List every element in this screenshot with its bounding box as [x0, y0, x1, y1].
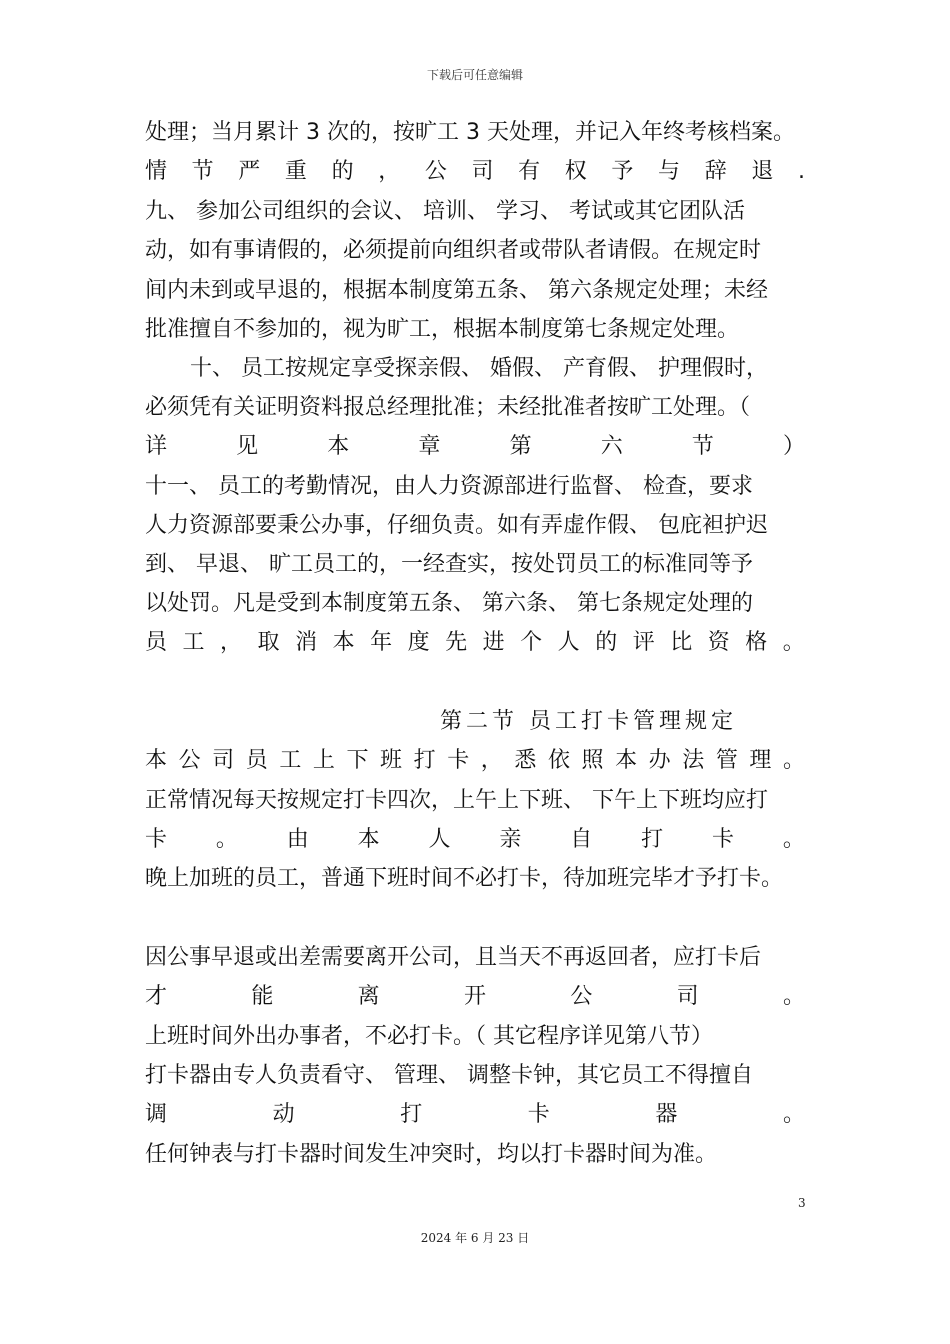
- line-char: 班: [380, 748, 403, 773]
- section_lines-line: [145, 746, 805, 776]
- line-char: 与: [658, 159, 681, 184]
- line-char: 退: [751, 159, 774, 184]
- line-char: 工: [182, 630, 205, 655]
- lines-line: 处理；当月累计 3 次的，按旷工 3 天处理，并记入年终考核档案。: [145, 120, 795, 145]
- line-char: 节: [191, 159, 214, 184]
- line-char: 。: [215, 827, 238, 852]
- line-char: 详: [145, 434, 168, 459]
- line-char: 开: [463, 984, 486, 1009]
- line-char: 管: [715, 748, 738, 773]
- line-char: 器: [655, 1102, 678, 1127]
- lines-line: 以处罚。凡是受到本制度第五条、 第六条、 第七条规定处理的: [145, 591, 753, 616]
- line-char: 。: [782, 827, 805, 852]
- line-char: 的: [331, 159, 354, 184]
- lines-line: 十一、 员工的考勤情况，由人力资源部进行监督、 检查，要求: [145, 474, 753, 499]
- section_lines-line: 上班时间外出办事者，不必打卡。（ 其它程序详见第八节）: [145, 1024, 713, 1049]
- lines-line: 九、 参加公司组织的会议、 培训、 学习、 考试或其它团队活: [145, 199, 745, 224]
- line-char: 度: [407, 630, 430, 655]
- line-char: 打: [400, 1102, 423, 1127]
- line-char: 卡: [527, 1102, 550, 1127]
- section_lines-line: 打卡器由专人负责看守、 管理、 调整卡钟，其它员工不得擅自: [145, 1063, 753, 1088]
- line-char: 打: [413, 748, 436, 773]
- line-char: 。: [782, 1102, 805, 1127]
- section_lines-line: 因公事早退或出差需要离开公司，且当天不再返回者，应打卡后: [145, 945, 762, 970]
- line-char: 先: [445, 630, 468, 655]
- line-char: 公: [424, 159, 447, 184]
- line-char: ，: [378, 159, 401, 184]
- line-char: 上: [312, 748, 335, 773]
- line-char: 格: [745, 630, 768, 655]
- line-char: 卡: [145, 827, 168, 852]
- line-char: 辞: [704, 159, 727, 184]
- line-char: 资: [707, 630, 730, 655]
- line-char: 本: [615, 748, 638, 773]
- line-char: 年: [370, 630, 393, 655]
- section_lines-line: [145, 982, 805, 1012]
- line-char: 法: [682, 748, 705, 773]
- line-char: 自: [570, 827, 593, 852]
- header-note: 下载后可任意编辑: [426, 68, 523, 82]
- line-char: 员: [145, 630, 168, 655]
- line-char: 能: [251, 984, 274, 1009]
- line-char: 才: [145, 984, 168, 1009]
- section_lines-line: [145, 1100, 805, 1130]
- line-char: 消: [295, 630, 318, 655]
- line-char: 卡: [447, 748, 470, 773]
- line-char: ）: [782, 434, 805, 459]
- line-char: 取: [257, 630, 280, 655]
- line-char: 卡: [712, 827, 735, 852]
- line-char: 本: [327, 434, 350, 459]
- lines-line: 动，如有事请假的，必须提前向组织者或带队者请假。在规定时: [145, 238, 762, 263]
- line-char: 第: [509, 434, 532, 459]
- lines-line: 十、 员工按规定享受探亲假、 婚假、 产育假、 护理假时，: [190, 356, 768, 381]
- line-char: .: [797, 159, 805, 184]
- lines-line: 到、 早退、 旷工员工的，一经查实，按处罚员工的标准同等予: [145, 552, 753, 577]
- line-char: 本: [357, 827, 380, 852]
- line-char: 离: [357, 984, 380, 1009]
- line-char: 司: [471, 159, 494, 184]
- line-char: 本: [145, 748, 168, 773]
- line-char: 情: [145, 159, 168, 184]
- line-char: 见: [236, 434, 259, 459]
- line-char: 。: [782, 630, 805, 655]
- line-char: 人: [557, 630, 580, 655]
- page-number: 3: [798, 1196, 806, 1210]
- line-char: 人: [428, 827, 451, 852]
- line-char: 工: [279, 748, 302, 773]
- line-char: 六: [600, 434, 623, 459]
- lines-line: [145, 628, 805, 658]
- line-char: 予: [611, 159, 634, 184]
- line-char: 照: [581, 748, 604, 773]
- line-char: 权: [564, 159, 587, 184]
- line-char: 亲: [499, 827, 522, 852]
- section_lines-line: [145, 825, 805, 855]
- line-char: 。: [782, 748, 805, 773]
- line-char: 依: [547, 748, 570, 773]
- lines-line: 必须凭有关证明资料报总经理批准；未经批准者按旷工处理。（: [145, 395, 751, 420]
- section_lines-line: 晚上加班的员工，普通下班时间不必打卡，待加班完毕才予打卡。: [145, 866, 784, 891]
- line-char: 重: [284, 159, 307, 184]
- section_lines-line: 任何钟表与打卡器时间发生冲突时，均以打卡器时间为准。: [145, 1142, 718, 1167]
- footer-date: 2024 年 6 月 23 日: [420, 1231, 530, 1245]
- line-char: 公: [178, 748, 201, 773]
- line-char: 员: [245, 748, 268, 773]
- line-char: 的: [595, 630, 618, 655]
- line-char: 打: [641, 827, 664, 852]
- line-char: 调: [145, 1102, 168, 1127]
- lines-line: 批准擅自不参加的，视为旷工，根据本制度第七条规定处理。: [145, 317, 740, 342]
- line-char: 章: [418, 434, 441, 459]
- line-char: 评: [632, 630, 655, 655]
- line-char: 下: [346, 748, 369, 773]
- line-char: 悉: [514, 748, 537, 773]
- line-char: 本: [332, 630, 355, 655]
- lines-line: [145, 432, 805, 462]
- line-char: 理: [749, 748, 772, 773]
- line-char: 司: [676, 984, 699, 1009]
- line-char: 节: [691, 434, 714, 459]
- line-char: 由: [286, 827, 309, 852]
- line-char: ，: [480, 748, 503, 773]
- line-char: 严: [238, 159, 261, 184]
- section_lines-line: 正常情况每天按规定打卡四次，上午上下班、 下午上下班均应打: [145, 788, 768, 813]
- line-char: ，: [220, 630, 243, 655]
- line-char: 有: [518, 159, 541, 184]
- line-char: 办: [648, 748, 671, 773]
- line-char: 司: [212, 748, 235, 773]
- line-char: 动: [272, 1102, 295, 1127]
- line-char: 公: [570, 984, 593, 1009]
- lines-line: [145, 157, 805, 187]
- line-char: 个: [520, 630, 543, 655]
- lines-line: 人力资源部要秉公办事，仔细负责。如有弄虚作假、 包庇袒护迟: [145, 513, 768, 538]
- line-char: 比: [670, 630, 693, 655]
- section-title: 第二节 员工打卡管理规定: [440, 709, 737, 734]
- line-char: 进: [482, 630, 505, 655]
- lines-line: 间内未到或早退的，根据本制度第五条、 第六条规定处理；未经: [145, 278, 768, 303]
- line-char: 。: [782, 984, 805, 1009]
